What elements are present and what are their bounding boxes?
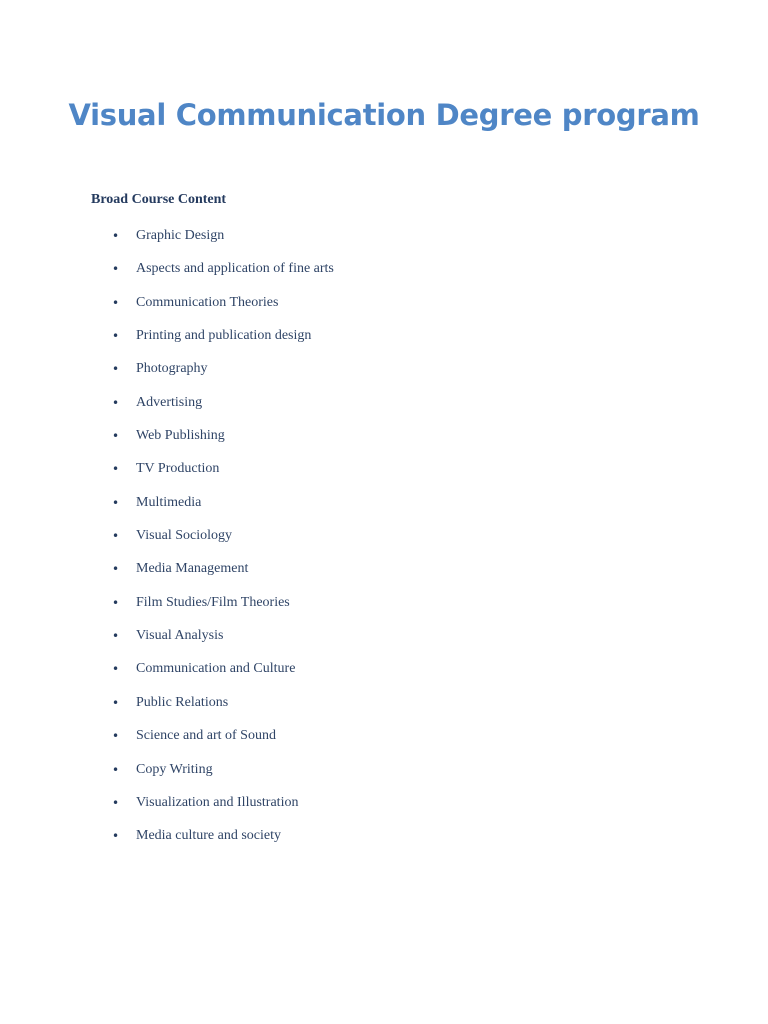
list-item xyxy=(0,559,600,592)
bullet-icon: • xyxy=(112,629,120,644)
list-item-text: Communication Theories xyxy=(136,294,279,310)
list-item-text: Film Studies/Film Theories xyxy=(136,594,290,610)
list-item-text: Media Management xyxy=(136,561,249,577)
list-item xyxy=(0,526,600,559)
list-item-text: Copy Writing xyxy=(136,761,213,777)
list-item xyxy=(0,593,600,626)
bullet-icon: • xyxy=(112,829,120,844)
list-item xyxy=(0,493,600,526)
list-item-text: Visual Analysis xyxy=(136,628,224,644)
bullet-icon: • xyxy=(112,262,120,277)
list-item xyxy=(0,326,600,359)
list-item-text: Visualization and Illustration xyxy=(136,794,299,810)
bullet-icon: • xyxy=(112,295,120,310)
section-heading: Broad Course Content xyxy=(91,192,227,207)
list-item-text: Printing and publication design xyxy=(136,328,312,344)
list-item-text: Public Relations xyxy=(136,694,229,710)
list-item xyxy=(0,826,600,859)
list-item-text: Graphic Design xyxy=(136,228,225,243)
bullet-icon: • xyxy=(112,762,120,777)
document-title: Visual Communication Degree program xyxy=(68,98,700,132)
list-item xyxy=(0,359,600,392)
list-item xyxy=(0,293,600,326)
bullet-icon: • xyxy=(112,695,120,710)
bullet-icon: • xyxy=(112,729,120,744)
list-item-text: Visual Sociology xyxy=(136,528,232,544)
list-item xyxy=(0,659,600,692)
list-item xyxy=(0,426,600,459)
bullet-icon: • xyxy=(112,395,120,410)
bullet-icon: • xyxy=(112,562,120,577)
list-item-text: Aspects and application of fine arts xyxy=(136,261,334,277)
bullet-icon: • xyxy=(112,662,120,677)
list-item xyxy=(0,226,600,259)
list-item xyxy=(0,693,600,726)
list-item-text: Advertising xyxy=(136,394,203,410)
bullet-icon: • xyxy=(112,329,120,344)
list-item xyxy=(0,793,600,826)
bullet-icon: • xyxy=(112,429,120,444)
list-item xyxy=(0,459,600,492)
list-item xyxy=(0,726,600,759)
list-item-text: TV Production xyxy=(136,461,220,477)
list-item-text: Communication and Culture xyxy=(136,661,296,677)
list-item-text: Multimedia xyxy=(136,494,202,510)
bullet-icon: • xyxy=(112,229,120,243)
list-item-text: Science and art of Sound xyxy=(136,728,276,744)
list-item xyxy=(0,760,600,793)
bullet-icon: • xyxy=(112,362,120,377)
course-list xyxy=(0,226,600,860)
list-item-text: Web Publishing xyxy=(136,428,225,444)
bullet-icon: • xyxy=(112,595,120,610)
list-item xyxy=(0,259,600,292)
list-item-text: Photography xyxy=(136,361,208,377)
bullet-icon: • xyxy=(112,529,120,544)
bullet-icon: • xyxy=(112,495,120,510)
bullet-icon: • xyxy=(112,462,120,477)
list-item xyxy=(0,626,600,659)
bullet-icon: • xyxy=(112,795,120,810)
list-item xyxy=(0,393,600,426)
list-item-text: Media culture and society xyxy=(136,828,282,844)
